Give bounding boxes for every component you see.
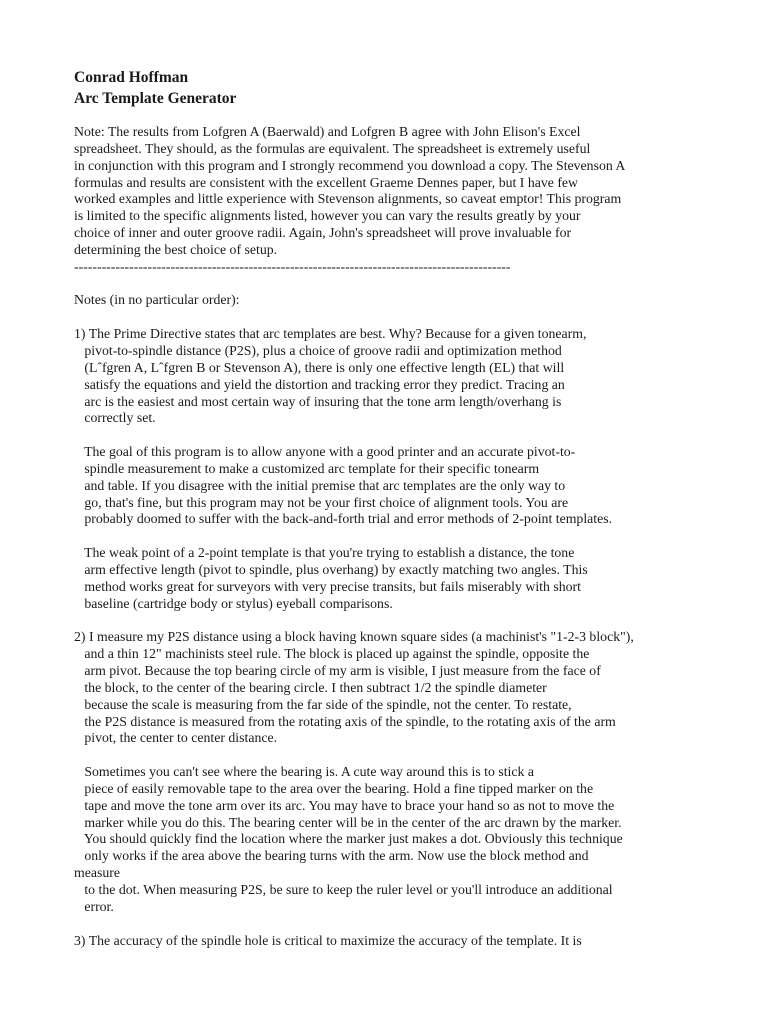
blank-line (74, 427, 764, 444)
body-text-line: arm effective length (pivot to spindle, plus overhang) by exactly matching two angles. This (74, 561, 588, 577)
document-title: Arc Template Generator (74, 90, 237, 107)
body-text-line: only works if the area above the bearing turns with the arm. Now use the block method and (74, 848, 589, 864)
body-text-line: pivot, the center to center distance. (74, 730, 278, 746)
body-text-line: choice of inner and outer groove radii. Again, John's spreadsheet will prove invaluable for (74, 225, 572, 241)
body-text-line: method works great for surveyors with very precise transits, but fails miserably with short (74, 578, 581, 594)
body-text-line: go, that's fine, but this program may not be your first choice of alignment tools. You are (74, 494, 569, 510)
blank-line (74, 747, 764, 764)
body-text-line: error. (74, 898, 114, 914)
body-text-line: spindle measurement to make a customized arc template for their specific tonearm (74, 460, 540, 476)
body-text-line: measure (74, 865, 120, 881)
body-text-line: pivot-to-spindle distance (P2S), plus a choice of groove radii and optimization method (74, 342, 562, 358)
body-text-line: baseline (cartridge body or stylus) eyeball comparisons. (74, 595, 393, 611)
blank-line (74, 916, 764, 933)
body-text-line: formulas and results are consistent with the excellent Graeme Dennes paper, but I have few (74, 174, 578, 190)
body-text-line: determining the best choice of setup. (74, 241, 278, 257)
body-text-line: The weak point of a 2-point template is that you're trying to establish a distance, the tone (74, 545, 575, 561)
body-text-line: the block, to the center of the bearing circle. I then subtract 1/2 the spindle diameter (74, 679, 547, 695)
body-text-line: (Lˆfgren A, Lˆfgren B or Stevenson A), there is only one effective length (EL) that will (74, 359, 565, 375)
blank-line (74, 276, 764, 293)
body-text-line: satisfy the equations and yield the distortion and tracking error they predict. Tracing an (74, 376, 565, 392)
body-text-line: in conjunction with this program and I strongly recommend you download a copy. The Stevenson A (74, 157, 626, 173)
body-text-line: Sometimes you can't see where the bearing is. A cute way around this is to stick a (74, 764, 534, 780)
body-text-line: ----------------------------------------------------------------------------------------------- (74, 258, 511, 274)
body-text-line: correctly set. (74, 410, 156, 426)
body-text-line: arc is the easiest and most certain way of insuring that the tone arm length/overhang is (74, 393, 562, 409)
body-text-line: and table. If you disagree with the initial premise that arc templates are the only way to (74, 477, 566, 493)
body-text-line: You should quickly find the location where the marker just makes a dot. Obviously this technique (74, 831, 623, 847)
body-text-line: 1) The Prime Directive states that arc templates are best. Why? Because for a given tonearm, (74, 326, 587, 342)
author-heading: Conrad Hoffman (74, 69, 189, 86)
blank-line (74, 612, 764, 629)
body-text-line: because the scale is measuring from the far side of the spindle, not the center. To restate, (74, 696, 572, 712)
body-text-line: 2) I measure my P2S distance using a block having known square sides (a machinist's "1-2-3 block"), (74, 629, 634, 645)
body-text-line: the P2S distance is measured from the rotating axis of the spindle, to the rotating axis of the arm (74, 713, 616, 729)
body-text-line: spreadsheet. They should, as the formulas are equivalent. The spreadsheet is extremely useful (74, 140, 591, 156)
body-text-line: Note: The results from Lofgren A (Baerwald) and Lofgren B agree with John Elison's Excel (74, 124, 581, 139)
body-text-line: arm pivot. Because the top bearing circle of my arm is visible, I just measure from the face of (74, 663, 601, 678)
body-text-line: Notes (in no particular order): (74, 292, 240, 308)
body-text-line: probably doomed to suffer with the back-and-forth trial and error methods of 2-point templates. (74, 511, 613, 527)
body-text-line: tape and move the tone arm over its arc. You may have to brace your hand so as not to move the (74, 797, 615, 813)
body-text-line: marker while you do this. The bearing center will be in the center of the arc drawn by the marker. (74, 814, 622, 830)
body-text-line: to the dot. When measuring P2S, be sure to keep the ruler level or you'll introduce an additional (74, 881, 613, 897)
body-text-line: piece of easily removable tape to the area over the bearing. Hold a fine tipped marker on the (74, 780, 594, 796)
body-text-line: The goal of this program is to allow anyone with a good printer and an accurate pivot-to- (74, 444, 576, 460)
body-text-line: 3) The accuracy of the spindle hole is critical to maximize the accuracy of the template. It is (74, 932, 582, 948)
body-text-line: and a thin 12" machinists steel rule. The block is placed up against the spindle, opposite the (74, 646, 590, 662)
body-text-line: is limited to the specific alignments listed, however you can vary the results greatly by your (74, 208, 581, 224)
blank-line (74, 309, 764, 326)
blank-line (74, 528, 764, 545)
body-text-line: worked examples and little experience with Stevenson alignments, so caveat emptor! This program (74, 191, 622, 207)
document-body (74, 124, 764, 949)
